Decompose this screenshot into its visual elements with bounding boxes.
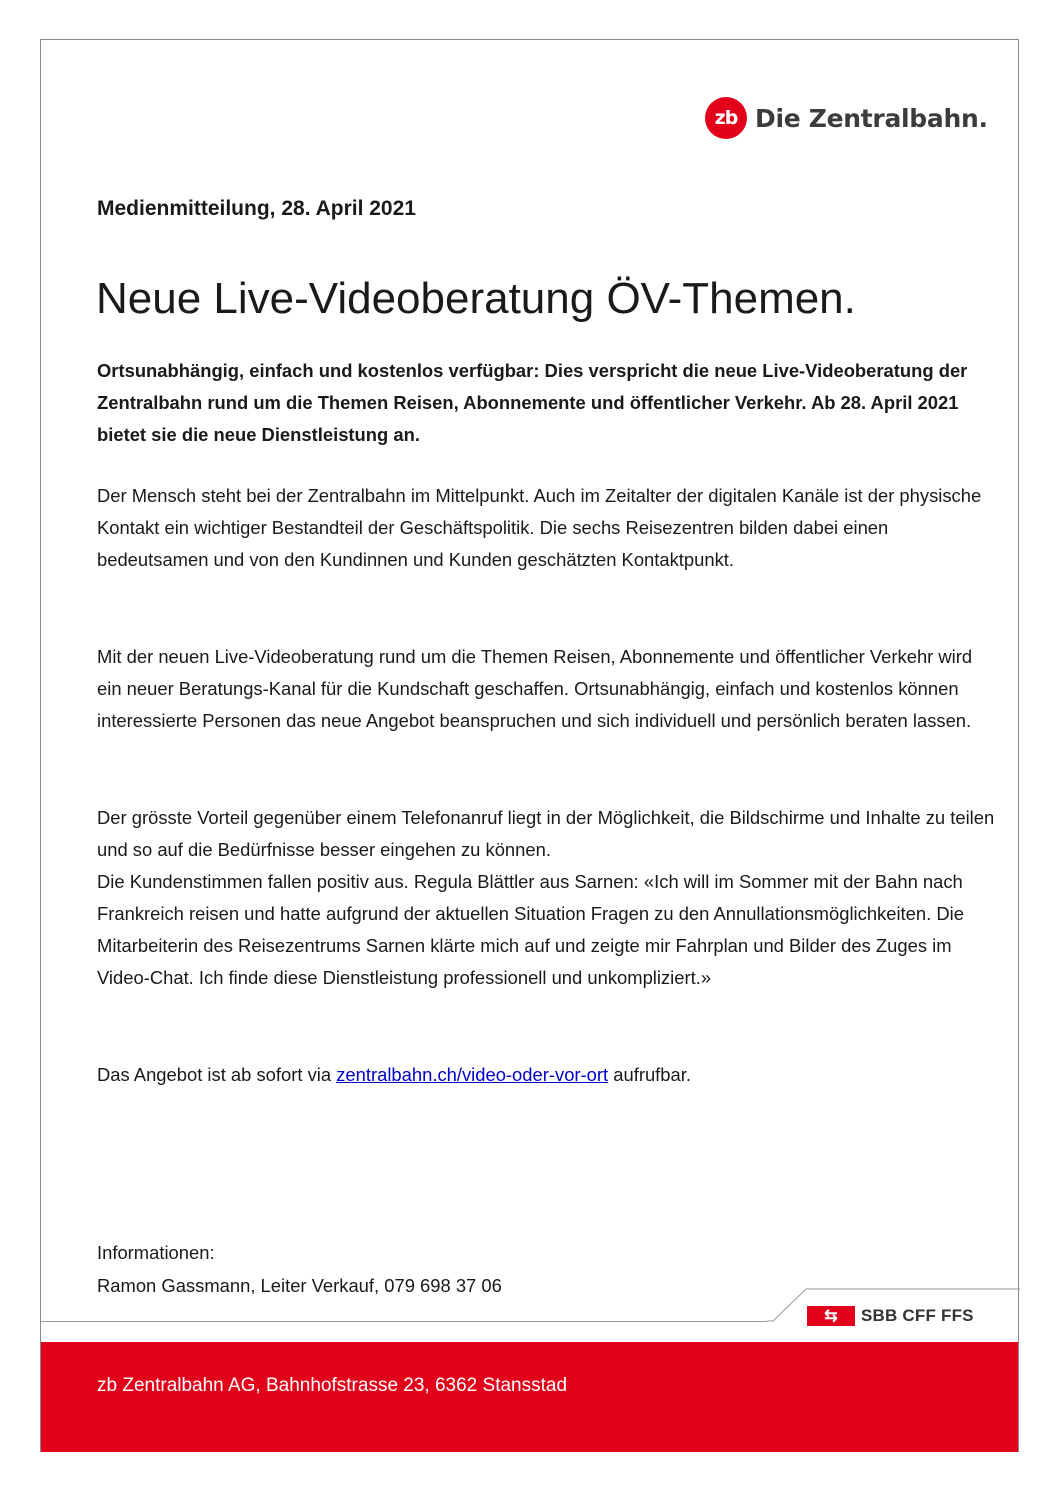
- sbb-logo: [807, 1306, 974, 1326]
- document-page: [40, 39, 1019, 1452]
- footer-address: zb Zentralbahn AG, Bahnhofstrasse 23, 6362 Stansstad: [97, 1375, 568, 1396]
- offer-text-before: Das Angebot ist ab sofort via: [97, 1064, 337, 1085]
- contact-info: [97, 1236, 502, 1302]
- separator-line: [41, 1321, 767, 1322]
- info-label: Informationen:: [97, 1242, 215, 1263]
- page-title: Neue Live-Videoberatung ÖV-Themen.: [96, 274, 856, 323]
- body-paragraph-3: Der grösste Vorteil gegenüber einem Telefonanruf liegt in der Möglichkeit, die Bildschirme und Inhalte zu teilen und so auf die Bedürfnisse besser eingehen zu können.: [97, 807, 995, 860]
- logo-wordmark: Die Zentralbahn.: [755, 103, 988, 133]
- body-paragraph-4: Die Kundenstimmen fallen positiv aus. Regula Blättler aus Sarnen: «Ich will im Sommer mit der Bahn nach Frankreich reisen und hatte aufgrund der aktuellen Situation Fragen zu den Annullationsmöglichkeiten. Die Mitarbeiterin des Reisezentrums Sarnen klärte mich auf und zeigte mir Fahrplan und Bilder des Zuges im Video-Chat. Ich finde diese Dienstleistung professionell und unkompliziert.»: [97, 871, 964, 988]
- zb-logo-icon: zb: [705, 97, 747, 139]
- footer-bar: [41, 1342, 1018, 1452]
- info-contact: Ramon Gassmann, Leiter Verkauf, 079 698 37 06: [97, 1275, 502, 1296]
- lead-paragraph: Ortsunabhängig, einfach und kostenlos verfügbar: Dies verspricht die neue Live-Videoberatung der Zentralbahn rund um die Themen Reisen, Abonnemente und öffentlicher Verkehr. Ab 28. April 2021 bietet sie die neue Dienstleistung an.: [97, 360, 968, 445]
- body-paragraph-2: Mit der neuen Live-Videoberatung rund um die Themen Reisen, Abonnemente und öffentlicher Verkehr wird ein neuer Beratungs-Kanal für die Kundschaft geschaffen. Ortsunabhängig, einfach und kostenlos können interessierte Personen das neue Angebot beanspruchen und sich individuell und persönlich beraten lassen.: [97, 646, 973, 731]
- body-paragraph-1: Der Mensch steht bei der Zentralbahn im Mittelpunkt. Auch im Zeitalter der digitalen Kanäle ist der physische Kontakt ein wichtiger Bestandteil der Geschäftspolitik. Die sechs Reisezentren bilden dabei einen bedeutsamen und von den Kundinnen und Kunden geschätzten Kontaktpunkt.: [97, 485, 982, 570]
- sbb-wordmark: SBB CFF FFS: [861, 1306, 974, 1325]
- offer-link[interactable]: zentralbahn.ch/video-oder-vor-ort: [336, 1064, 609, 1085]
- zentralbahn-logo: [705, 97, 988, 139]
- offer-text-after: aufrufbar.: [608, 1064, 691, 1085]
- release-date-heading: Medienmitteilung, 28. April 2021: [97, 197, 416, 220]
- sbb-arrows-icon: ⇆: [807, 1306, 855, 1326]
- offer-paragraph: [97, 1059, 997, 1091]
